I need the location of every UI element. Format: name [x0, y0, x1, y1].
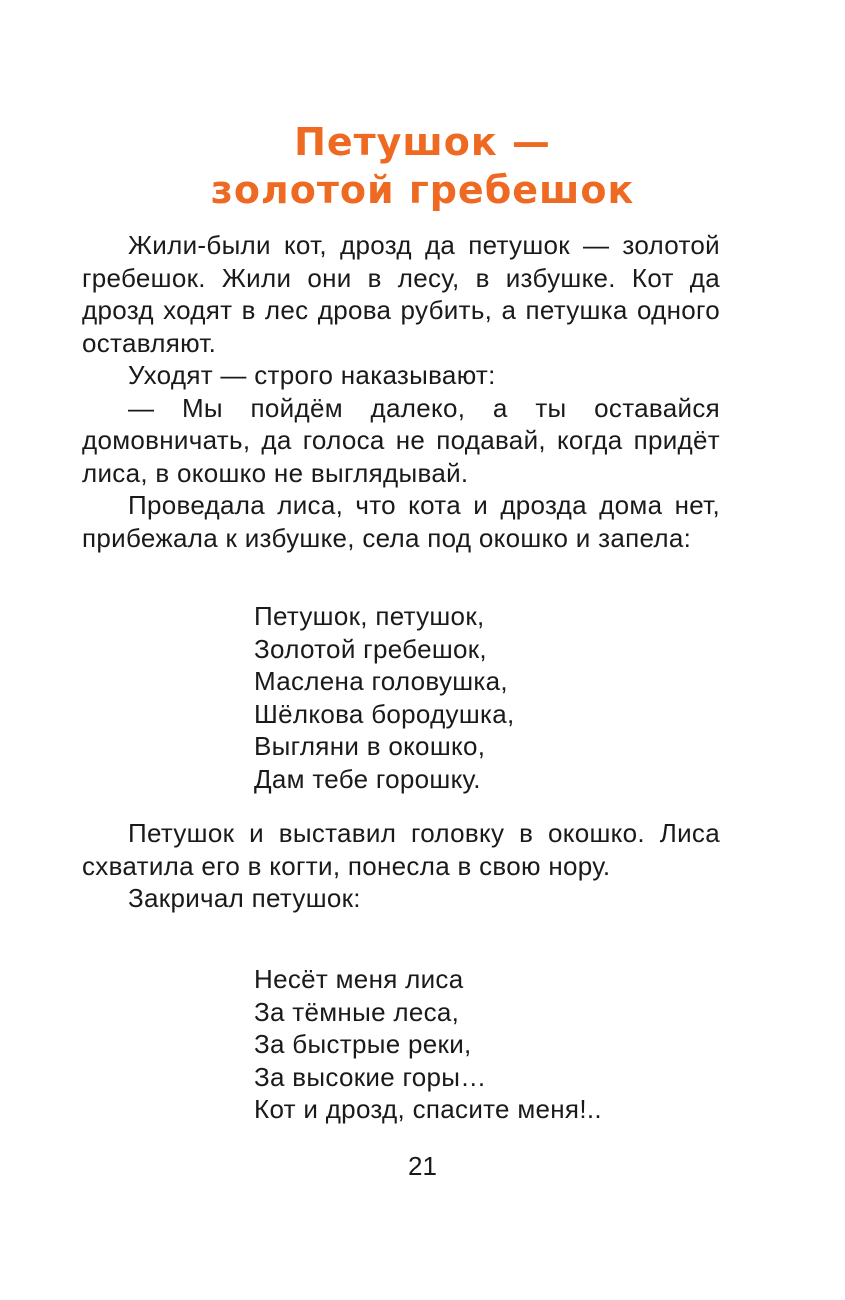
paragraph: Проведала лиса, что кота и дрозда дома нет, прибежала к избушке, села под окошко и запела: [82, 490, 720, 553]
poem-2 [254, 963, 602, 1126]
poem-line: Маслена головушка, [254, 666, 508, 696]
story-title-line-2: золотой гребешок [210, 168, 635, 212]
poem-line: За высокие горы… [254, 1061, 487, 1092]
poem-line: Шёлкова бородушка, [254, 698, 515, 729]
poem-line: Золотой гребешок, [254, 633, 487, 664]
poem-line: Петушок, петушок, [254, 601, 485, 631]
paragraph: — Мы пойдём далеко, а ты оставайся домовничать, да голоса не подавай, когда придёт лиса, в окошко не выглядывай. [82, 392, 720, 488]
paragraph: Петушок и выставил головку в окошко. Лиса схватила его в когти, понесла в свою нору. [82, 818, 720, 881]
poem-line: Кот и дрозд, спасите меня!.. [254, 1094, 602, 1124]
poem-line: Несёт меня лиса [254, 964, 464, 994]
poem-line: За тёмные леса, [254, 996, 460, 1027]
paragraph: Жили-были кот, дрозд да петушок — золотой гребешок. Жили они в лесу, в избушке. Кот да дрозд ходят в лес дрова рубить, а петушка одного оставляют. [82, 230, 720, 358]
paragraph: Закричал петушок: [128, 883, 361, 913]
poem-line: Выгляни в окошко, [254, 731, 486, 761]
story-title-line-1: Петушок — [294, 120, 551, 164]
poem-1 [254, 600, 515, 795]
page-number: 21 [408, 1151, 437, 1181]
poem-line: За быстрые реки, [254, 1029, 472, 1059]
prose-block-1 [82, 229, 720, 554]
prose-block-2 [82, 817, 720, 915]
poem-line: Дам тебе горошку. [254, 763, 481, 794]
story-title [0, 118, 845, 214]
paragraph: Уходят — строго наказывают: [128, 360, 496, 390]
